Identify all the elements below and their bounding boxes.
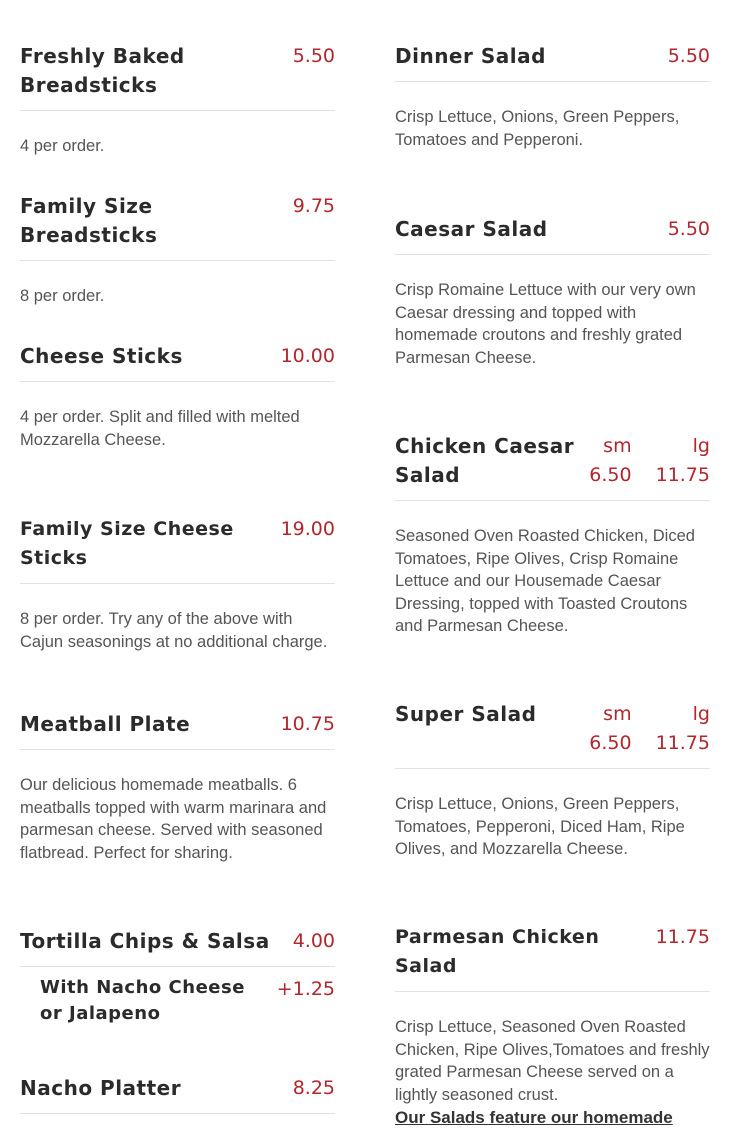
size-small-label: sm	[603, 435, 632, 457]
item-price: 5.50	[667, 45, 710, 67]
item-name: Meatball Plate	[20, 712, 191, 736]
item-price: 10.75	[280, 713, 335, 735]
item-name: Freshly Baked Breadsticks	[20, 44, 185, 97]
menu-item-caesar-salad	[395, 215, 710, 369]
menu-item-meatball-plate	[20, 710, 335, 864]
size-large-label: lg	[692, 435, 710, 457]
menu-item-family-cheese-sticks	[20, 515, 335, 653]
addon-name: With Nacho Cheese or Jalapeno	[40, 977, 245, 1024]
size-small-label: sm	[603, 703, 632, 725]
item-name: Tortilla Chips & Salsa	[20, 929, 270, 953]
menu-item-header	[20, 42, 335, 111]
menu-item-header	[20, 342, 335, 382]
salads-footnote	[395, 1108, 710, 1128]
item-description: 4 per order.	[20, 137, 105, 155]
item-description: Crisp Lettuce, Seasoned Oven Roasted Chicken, Ripe Olives,Tomatoes and freshly grated Parmesan Cheese served on a lightly seasoned crust.	[395, 1018, 710, 1104]
item-name: Super Salad	[395, 702, 537, 726]
menu-item-nacho-platter	[20, 1074, 335, 1114]
item-description: Seasoned Oven Roasted Chicken, Diced Tomatoes, Ripe Olives, Crisp Romaine Lettuce and our Housemade Caesar Dressing, topped with Toasted Croutons and Parmesan Cheese.	[395, 527, 695, 635]
menu-item-dinner-salad	[395, 42, 710, 151]
menu-item-super-salad	[395, 700, 710, 861]
item-price: 10.00	[280, 345, 335, 367]
item-name: Chicken Caesar Salad	[395, 434, 575, 487]
item-name: Family Size Cheese Sticks	[20, 518, 234, 569]
menu-item-header	[20, 1074, 335, 1114]
menu-item-header	[20, 515, 335, 584]
menu-item-chips-salsa	[20, 927, 335, 1037]
menu-item-header	[395, 42, 710, 82]
menu-item-breadsticks	[20, 42, 335, 158]
item-name: Parmesan Chicken Salad	[395, 926, 600, 977]
size-prices	[589, 432, 710, 490]
item-description: 8 per order. Try any of the above with Cajun seasonings at no additional charge.	[20, 610, 328, 651]
item-description: 4 per order. Split and filled with melted Mozzarella Cheese.	[20, 408, 300, 449]
menu-item-header	[20, 192, 335, 261]
item-description: Our delicious homemade meatballs. 6 meatballs topped with warm marinara and parmesan cheese. Served with seasoned flatbread. Perfect for sharing.	[20, 776, 327, 862]
menu-item-header	[395, 432, 710, 501]
menu-item-chicken-caesar-salad	[395, 432, 710, 638]
menu-item-header	[395, 700, 710, 769]
menu-item-parmesan-chicken-salad	[395, 923, 710, 1106]
menu-item-header	[395, 215, 710, 255]
addon-price: +1.25	[276, 978, 335, 1000]
size-large-price: 11.75	[655, 732, 710, 754]
item-price: 5.50	[292, 45, 335, 67]
size-large-price: 11.75	[655, 464, 710, 486]
menu-item-header	[20, 927, 335, 967]
size-large-label: lg	[692, 703, 710, 725]
item-name: Cheese Sticks	[20, 344, 183, 368]
item-price: 5.50	[667, 218, 710, 240]
size-prices	[589, 700, 710, 758]
menu-item-cheese-sticks	[20, 342, 335, 451]
item-description: Crisp Lettuce, Onions, Green Peppers, Tomatoes and Pepperoni.	[395, 108, 680, 149]
footnote-text: Our Salads feature our homemade	[395, 1108, 673, 1127]
item-name: Caesar Salad	[395, 217, 548, 241]
item-name: Nacho Platter	[20, 1076, 182, 1100]
item-description: Crisp Romaine Lettuce with our very own Caesar dressing and topped with homemade croutons and freshly grated Parmesan Cheese.	[395, 281, 696, 367]
item-price: 11.75	[655, 926, 710, 948]
item-price: 8.25	[292, 1077, 335, 1099]
item-addon	[20, 967, 335, 1037]
item-description: 8 per order.	[20, 287, 105, 305]
item-name: Family Size Breadsticks	[20, 194, 158, 247]
menu-item-family-breadsticks	[20, 192, 335, 308]
item-price: 19.00	[280, 518, 335, 540]
size-small-price: 6.50	[589, 464, 632, 486]
item-name: Dinner Salad	[395, 44, 546, 68]
size-small-price: 6.50	[589, 732, 632, 754]
menu-item-header	[395, 923, 710, 992]
item-price: 9.75	[292, 195, 335, 217]
menu-item-header	[20, 710, 335, 750]
item-price: 4.00	[292, 930, 335, 952]
item-description: Crisp Lettuce, Onions, Green Peppers, Tomatoes, Pepperoni, Diced Ham, Ripe Olives, and Mozzarella Cheese.	[395, 795, 685, 858]
